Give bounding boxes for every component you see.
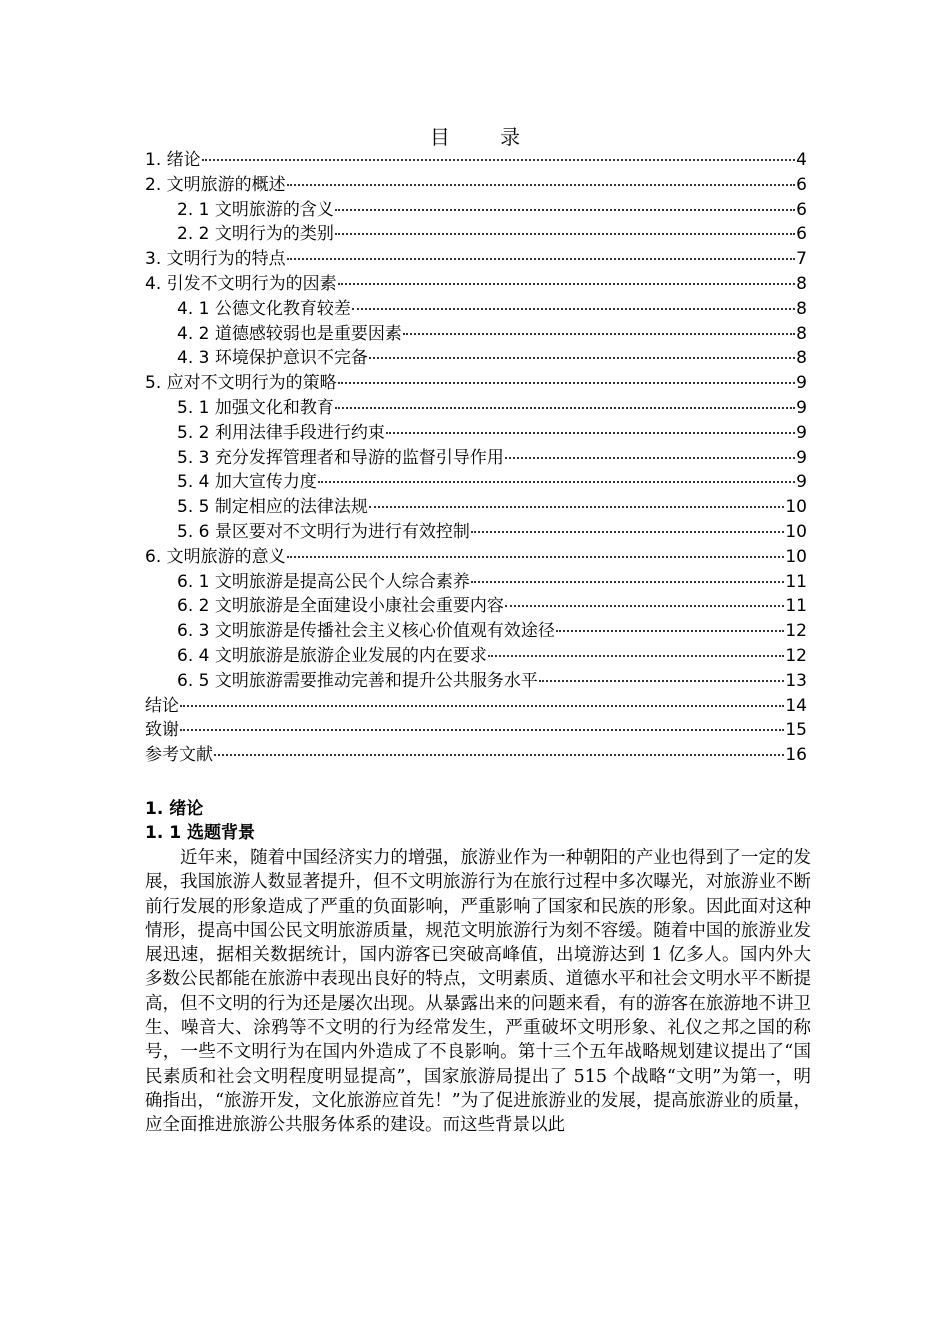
toc-leader-dots: [471, 581, 785, 583]
toc-entry-page-number: 13: [785, 670, 807, 691]
toc-entry[interactable]: [145, 619, 807, 644]
subsection-heading: 1. 1 选题背景: [145, 823, 255, 843]
toc-entry-label: 3. 文明行为的特点: [145, 249, 286, 270]
toc-entry[interactable]: [145, 694, 807, 719]
toc-leader-dots: [338, 382, 796, 384]
table-of-contents: [145, 148, 807, 768]
toc-leader-dots: [287, 184, 796, 186]
toc-entry[interactable]: [145, 743, 807, 768]
toc-entry-label: 5. 应对不文明行为的策略: [145, 373, 337, 394]
toc-leader-dots: [539, 680, 785, 682]
section-heading: 1. 绪论: [145, 799, 204, 819]
toc-entry[interactable]: [145, 446, 807, 471]
toc-leader-dots: [352, 308, 795, 310]
toc-entry-label: 4. 1 公德文化教育较差: [177, 298, 351, 319]
toc-leader-dots: [214, 754, 784, 756]
toc-entry[interactable]: [145, 222, 807, 247]
toc-leader-dots: [338, 283, 796, 285]
toc-entry-label: 6. 1 文明旅游是提高公民个人综合素养: [177, 571, 470, 592]
toc-entry[interactable]: [145, 495, 807, 520]
toc-entry-page-number: 6: [796, 224, 807, 245]
toc-leader-dots: [335, 209, 795, 211]
toc-entry-label: 1. 绪论: [145, 150, 201, 170]
toc-entry-label: 结论: [145, 695, 179, 716]
toc-leader-dots: [318, 481, 795, 483]
body-paragraph: 近年来，随着中国经济实力的增强，旅游业作为一种朝阳的产业也得到了一定的发展，我国旅游人数显著提升，但不文明旅游行为在旅行过程中多次曝光，对旅游业不断前行发展的形象造成了严重的负面影响，严重影响了国家和民族的形象。因此面对这种情形，提高中国公民文明旅游质量，规范文明旅游行为刻不容缓。随着中国的旅游业发展迅速，据相关数据统计，国内游客已突破高峰值，出境游达到 1 亿多人。国内外大多数公民都能在旅游中表现出良好的特点，文明素质、道德水平和社会文明水平不断提高，但不文明的行为还是屡次出现。从暴露出来的问题来看，有的游客在旅游地不讲卫生、噪音大、涂鸦等不文明的行为经常发生，严重破坏文明形象、礼仪之邦之国的称号，一些不文明行为在国内外造成了不良影响。第十三个五年战略规划建议提出了“国民素质和社会文明程度明显提高”，国家旅游局提出了 515 个战略“文明”为第一，明确指出，“旅游开发，文化旅游应首先！”为了促进旅游业的发展，提高旅游业的质量，应全面推进旅游公共服务体系的建设。而这些背景以此: [145, 848, 811, 1136]
toc-entry-page-number: 10: [785, 497, 807, 518]
toc-entry-page-number: 9: [796, 373, 807, 394]
toc-entry[interactable]: [145, 322, 807, 347]
toc-leader-dots: [287, 556, 785, 558]
toc-entry-page-number: 8: [796, 323, 807, 344]
toc-entry-label: 2. 文明旅游的概述: [145, 174, 286, 195]
toc-entry-page-number: 9: [796, 397, 807, 418]
toc-entry[interactable]: [145, 297, 807, 322]
toc-entry-page-number: 9: [796, 472, 807, 493]
toc-entry-page-number: 12: [785, 621, 807, 642]
toc-leader-dots: [202, 159, 796, 161]
toc-entry-page-number: 11: [785, 596, 807, 617]
toc-entry[interactable]: [145, 718, 807, 743]
toc-entry-page-number: 9: [796, 447, 807, 468]
toc-entry[interactable]: [145, 396, 807, 421]
toc-leader-dots: [335, 233, 795, 235]
toc-entry-label: 5. 1 加强文化和教育: [177, 397, 334, 418]
toc-entry-label: 6. 3 文明旅游是传播社会主义核心价值观有效途径: [177, 621, 555, 642]
toc-entry-page-number: 14: [785, 695, 807, 716]
toc-entry-page-number: 7: [796, 249, 807, 270]
toc-entry[interactable]: [145, 346, 807, 371]
toc-entry-label: 5. 4 加大宣传力度: [177, 472, 317, 493]
toc-entry-label: 4. 2 道德感较弱也是重要因素: [177, 323, 402, 344]
toc-entry-label: 5. 3 充分发挥管理者和导游的监督引导作用: [177, 447, 504, 468]
toc-entry-label: 2. 2 文明行为的类别: [177, 224, 334, 245]
toc-entry-label: 5. 2 利用法律手段进行约束: [177, 422, 385, 443]
toc-entry[interactable]: [145, 198, 807, 223]
toc-entry-label: 4. 引发不文明行为的因素: [145, 273, 337, 294]
toc-entry-page-number: 10: [785, 546, 807, 567]
toc-leader-dots: [471, 531, 785, 533]
toc-entry-page-number: 8: [796, 348, 807, 369]
toc-entry[interactable]: [145, 173, 807, 198]
toc-entry[interactable]: [145, 594, 807, 619]
toc-entry-label: 6. 5 文明旅游需要推动完善和提升公共服务水平: [177, 670, 538, 691]
toc-leader-dots: [505, 457, 795, 459]
toc-entry-page-number: 12: [785, 645, 807, 666]
toc-leader-dots: [369, 506, 785, 508]
toc-entry-label: 致谢: [145, 720, 179, 741]
toc-leader-dots: [488, 655, 785, 657]
toc-entry-page-number: 6: [796, 174, 807, 195]
toc-leader-dots: [403, 333, 795, 335]
toc-entry-page-number: 11: [785, 571, 807, 592]
toc-entry-page-number: 8: [796, 273, 807, 294]
toc-leader-dots: [386, 432, 795, 434]
toc-entry-label: 4. 3 环境保护意识不完备: [177, 348, 368, 369]
toc-entry[interactable]: [145, 371, 807, 396]
toc-leader-dots: [556, 630, 785, 632]
toc-entry[interactable]: [145, 644, 807, 669]
toc-entry-page-number: 16: [785, 745, 807, 766]
toc-entry[interactable]: [145, 272, 807, 297]
toc-leader-dots: [335, 407, 795, 409]
toc-entry-label: 5. 5 制定相应的法律法规: [177, 497, 368, 518]
toc-entry-page-number: 15: [785, 720, 807, 741]
toc-entry-page-number: 6: [796, 199, 807, 220]
toc-entry-label: 6. 文明旅游的意义: [145, 546, 286, 567]
toc-entry-label: 2. 1 文明旅游的含义: [177, 199, 334, 220]
toc-entry[interactable]: [145, 520, 807, 545]
toc-leader-dots: [287, 258, 796, 260]
toc-entry-label: 6. 2 文明旅游是全面建设小康社会重要内容: [177, 596, 504, 617]
toc-entry-label: 5. 6 景区要对不文明行为进行有效控制: [177, 521, 470, 542]
toc-leader-dots: [505, 605, 785, 607]
toc-leader-dots: [369, 357, 795, 359]
toc-entry-page-number: 8: [796, 298, 807, 319]
toc-entry[interactable]: [145, 247, 807, 272]
toc-entry-label: 参考文献: [145, 745, 213, 766]
toc-entry-page-number: 9: [796, 422, 807, 443]
toc-entry[interactable]: [145, 545, 807, 570]
toc-title: 目 录: [429, 125, 543, 149]
toc-entry-page-number: 4: [796, 150, 807, 170]
toc-entry[interactable]: [145, 570, 807, 595]
toc-leader-dots: [180, 705, 784, 707]
toc-entry[interactable]: [145, 669, 807, 694]
toc-entry-page-number: 10: [785, 521, 807, 542]
toc-entry[interactable]: [145, 148, 807, 173]
toc-entry[interactable]: [145, 470, 807, 495]
toc-entry-label: 6. 4 文明旅游是旅游企业发展的内在要求: [177, 645, 487, 666]
toc-entry[interactable]: [145, 421, 807, 446]
toc-leader-dots: [180, 729, 784, 731]
